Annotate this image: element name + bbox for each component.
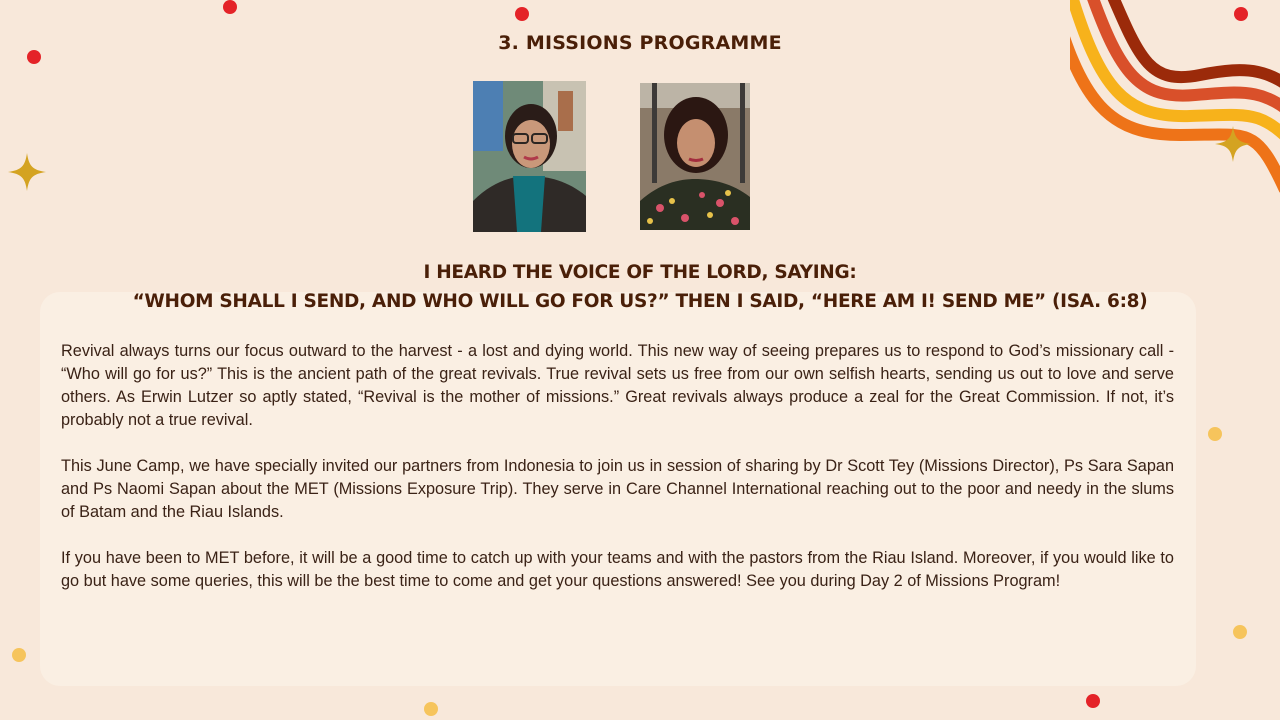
verse-heading-line-2: “WHOM SHALL I SEND, AND WHO WILL GO FOR US?” THEN I SAID, “HERE AM I! SEND ME” (ISA. 6:8) (132, 291, 1148, 312)
decorative-dot (1208, 427, 1222, 441)
paragraph-revival: Revival always turns our focus outward to the harvest - a lost and dying world. This new way of seeing prepares us to respond to God’s missionary call - “Who will go for us?” This is the ancient path of the great revivals. True revival sets us free from our own selfish hearts, sending us out to love and serve others. As Erwin Lutzer so aptly stated, “Revival is the mother of missions.” Great revivals always produce a zeal for the Great Commission. If not, it’s probably not a true revival. (61, 342, 1174, 429)
paragraph-met: If you have been to MET before, it will be a good time to catch up with your teams and with the pastors from the Riau Island. Moreover, if you would like to go but have some queries, this will be the best time to come and get your questions answered! See you during Day 2 of Missions Program! (61, 549, 1174, 590)
decorative-dot (1086, 694, 1100, 708)
body-text (61, 340, 1174, 616)
decorative-waves (1070, 0, 1280, 200)
decorative-dot (1234, 7, 1248, 21)
decorative-dot (1233, 625, 1247, 639)
decorative-dot (12, 648, 26, 662)
decorative-dot (515, 7, 529, 21)
speaker-photo-1 (473, 81, 586, 232)
speaker-photo-2 (640, 83, 750, 230)
verse-heading-line-1: I HEARD THE VOICE OF THE LORD, SAYING: (423, 262, 857, 283)
sparkle-icon (8, 153, 46, 191)
page-title: 3. MISSIONS PROGRAMME (498, 32, 782, 54)
sparkle-icon (1215, 126, 1251, 162)
decorative-dot (223, 0, 237, 14)
decorative-dot (424, 702, 438, 716)
paragraph-june-camp: This June Camp, we have specially invited our partners from Indonesia to join us in session of sharing by Dr Scott Tey (Missions Director), Ps Sara Sapan and Ps Naomi Sapan about the MET (Missions Exposure Trip). They serve in Care Channel International reaching out to the poor and needy in the slums of Batam and the Riau Islands. (61, 457, 1174, 521)
